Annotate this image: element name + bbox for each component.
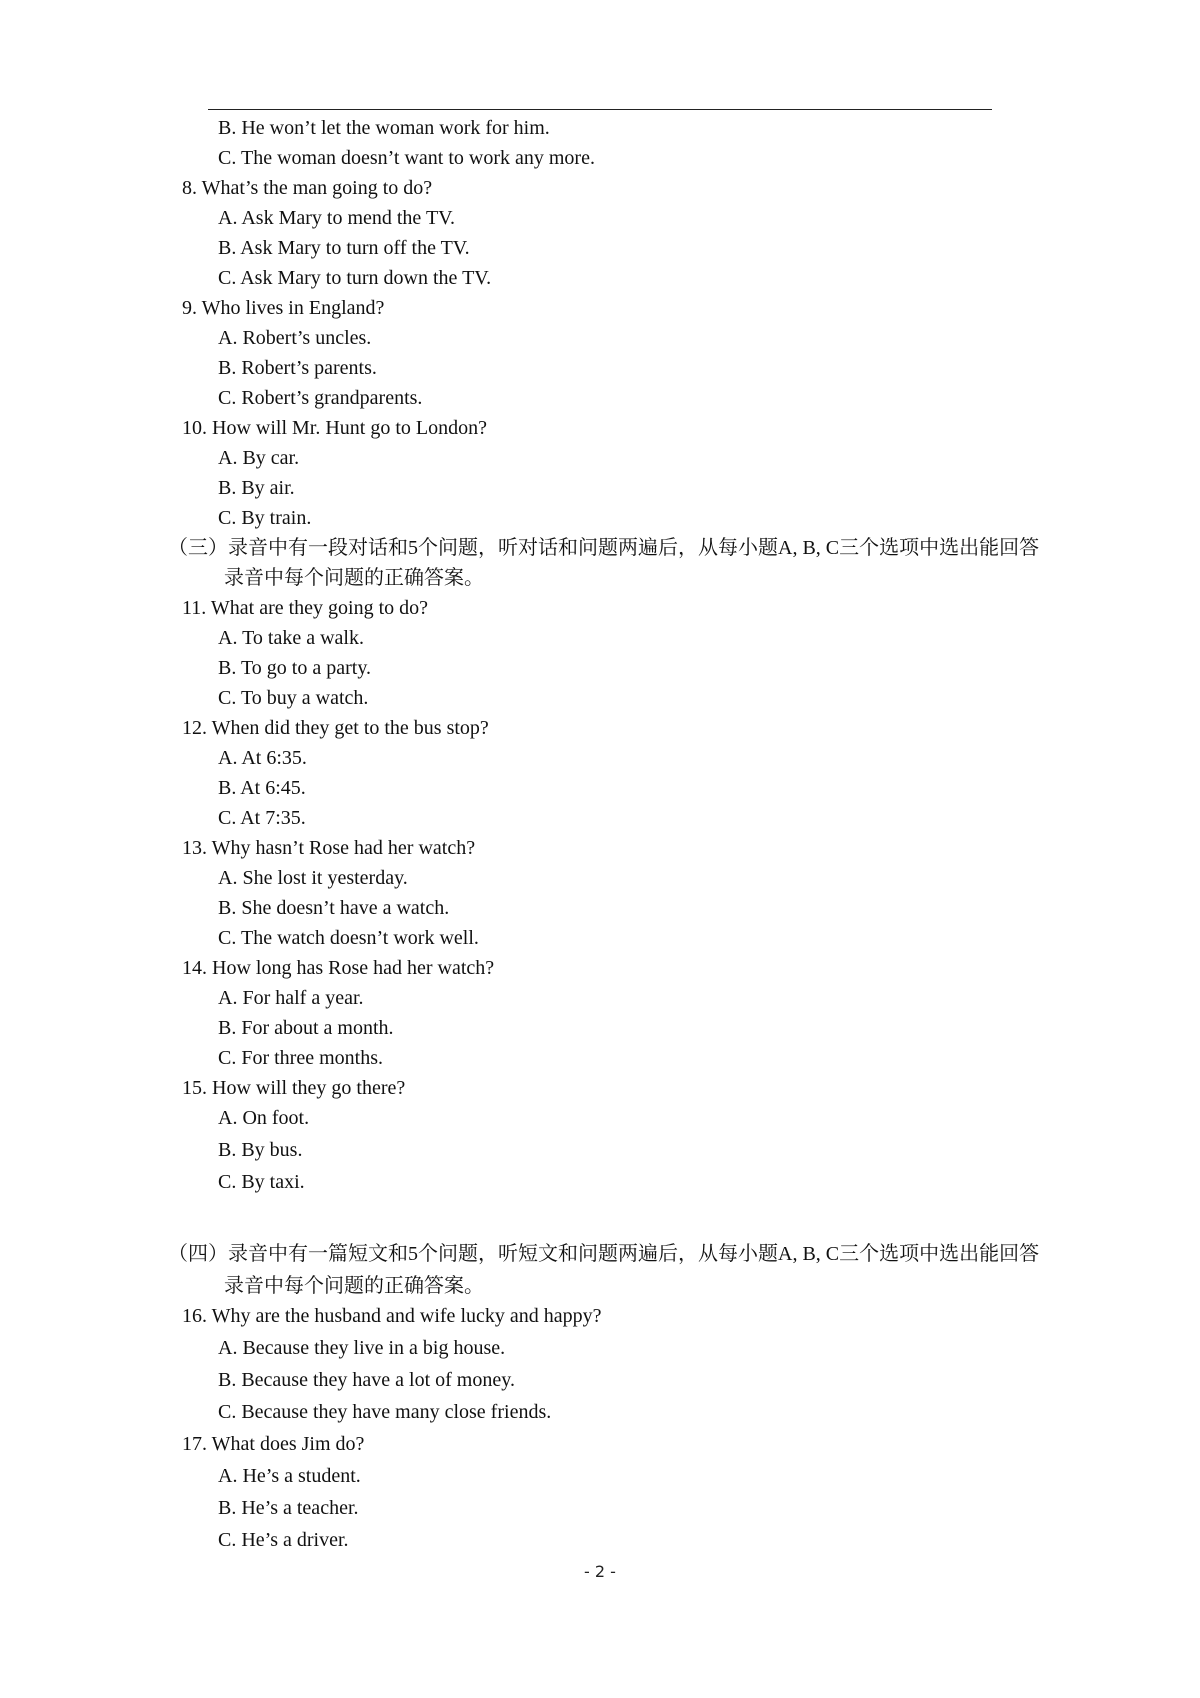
answer-option: A. Ask Mary to mend the TV. (218, 207, 456, 229)
question-text: 10. How will Mr. Hunt go to London? (182, 417, 487, 439)
question-text: 15. How will they go there? (182, 1077, 406, 1099)
answer-option: A. Because they live in a big house. (218, 1337, 506, 1359)
section-instruction-continued: 录音中每个问题的正确答案。 (224, 1275, 484, 1297)
question-text: 17. What does Jim do? (182, 1433, 365, 1455)
header-rule (208, 109, 992, 110)
answer-option: C. At 7:35. (218, 807, 306, 829)
question-text: 12. When did they get to the bus stop? (182, 717, 489, 739)
answer-option: B. At 6:45. (218, 777, 306, 799)
section-instruction: （四）录音中有一篇短文和5个问题，听短文和问题两遍后，从每小题A, B, C三个选项中选出能回答 (168, 1243, 1040, 1265)
question-text: 8. What’s the man going to do? (182, 177, 433, 199)
answer-option: A. To take a walk. (218, 627, 364, 649)
answer-option: C. By taxi. (218, 1171, 305, 1193)
answer-option: A. She lost it yesterday. (218, 867, 408, 889)
answer-option: C. Ask Mary to turn down the TV. (218, 267, 492, 289)
answer-option: C. To buy a watch. (218, 687, 369, 709)
answer-option: A. He’s a student. (218, 1465, 361, 1487)
answer-option: C. By train. (218, 507, 312, 529)
page-number: - 2 - (584, 1562, 616, 1581)
answer-option: B. To go to a party. (218, 657, 372, 679)
question-text: 16. Why are the husband and wife lucky and happy? (182, 1305, 602, 1327)
question-text: 14. How long has Rose had her watch? (182, 957, 495, 979)
section-instruction: （三）录音中有一段对话和5个问题，听对话和问题两遍后，从每小题A, B, C三个选项中选出能回答 (168, 537, 1040, 559)
answer-option: B. Robert’s parents. (218, 357, 377, 379)
question-text: 11. What are they going to do? (182, 597, 429, 619)
answer-option: B. Because they have a lot of money. (218, 1369, 515, 1391)
answer-option: C. For three months. (218, 1047, 383, 1069)
answer-option: B. She doesn’t have a watch. (218, 897, 450, 919)
answer-option: B. For about a month. (218, 1017, 394, 1039)
question-text: 9. Who lives in England? (182, 297, 385, 319)
answer-option: B. Ask Mary to turn off the TV. (218, 237, 470, 259)
answer-option: B. He won’t let the woman work for him. (218, 117, 550, 139)
answer-option: B. By bus. (218, 1139, 303, 1161)
answer-option: C. The watch doesn’t work well. (218, 927, 479, 949)
question-text: 13. Why hasn’t Rose had her watch? (182, 837, 476, 859)
answer-option: C. Robert’s grandparents. (218, 387, 423, 409)
answer-option: A. Robert’s uncles. (218, 327, 372, 349)
section-instruction-continued: 录音中每个问题的正确答案。 (224, 567, 484, 589)
answer-option: A. At 6:35. (218, 747, 307, 769)
answer-option: A. On foot. (218, 1107, 310, 1129)
answer-option: C. Because they have many close friends. (218, 1401, 552, 1423)
answer-option: A. For half a year. (218, 987, 364, 1009)
answer-option: B. By air. (218, 477, 295, 499)
answer-option: C. He’s a driver. (218, 1529, 349, 1551)
answer-option: A. By car. (218, 447, 300, 469)
answer-option: B. He’s a teacher. (218, 1497, 359, 1519)
answer-option: C. The woman doesn’t want to work any more. (218, 147, 595, 169)
